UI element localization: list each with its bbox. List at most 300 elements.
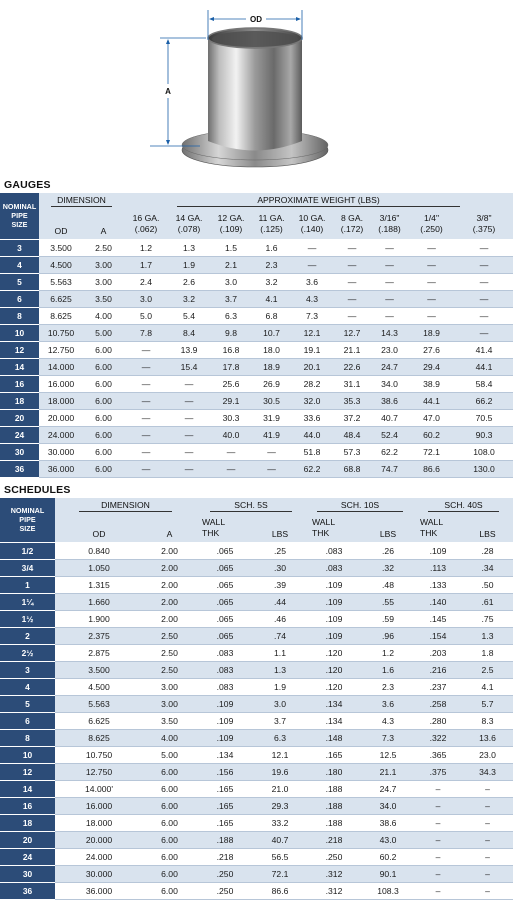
table-row — [0, 392, 513, 409]
table-row — [0, 678, 513, 695]
pipe-size-cell: 2½ — [0, 644, 55, 661]
table-cell: 6.00 — [83, 409, 124, 426]
table-cell: 10.750 — [39, 324, 83, 341]
table-row — [0, 307, 513, 324]
table-cell: 19.6 — [254, 763, 306, 780]
table-cell: 1.8 — [462, 644, 513, 661]
wall-thickness-header — [196, 514, 254, 542]
table-cell: 3.00 — [83, 256, 124, 273]
table-cell: 2.50 — [143, 661, 196, 678]
table-row — [0, 780, 513, 797]
table-cell: .188 — [306, 797, 362, 814]
table-cell: .145 — [414, 610, 462, 627]
table-cell: 29.3 — [254, 797, 306, 814]
schedules-dim-col-header: OD — [55, 514, 143, 542]
table-cell: – — [462, 797, 513, 814]
table-cell: 6.00 — [143, 848, 196, 865]
table-cell: 2.375 — [55, 627, 143, 644]
table-cell: 33.6 — [291, 409, 333, 426]
table-cell: — — [455, 307, 513, 324]
table-cell: 47.0 — [408, 409, 455, 426]
table-cell: 52.4 — [371, 426, 408, 443]
a-label: A — [165, 87, 171, 96]
table-cell: 3.50 — [83, 290, 124, 307]
table-cell: 1.315 — [55, 576, 143, 593]
table-cell: .34 — [462, 559, 513, 576]
table-cell: 21.0 — [254, 780, 306, 797]
table-cell: — — [168, 426, 210, 443]
table-cell: 72.1 — [254, 865, 306, 882]
table-cell: 60.2 — [408, 426, 455, 443]
gauges-gauge-col-header — [408, 209, 455, 239]
table-cell: 5.0 — [124, 307, 168, 324]
gauge-name: 14 GA. — [175, 213, 203, 224]
gauges-gauge-col-header — [291, 209, 333, 239]
table-cell: 74.7 — [371, 460, 408, 477]
table-cell: 2.50 — [83, 239, 124, 256]
table-cell: 25.6 — [210, 375, 252, 392]
table-cell: 29.4 — [408, 358, 455, 375]
table-cell: .109 — [414, 542, 462, 559]
table-cell: 20.1 — [291, 358, 333, 375]
table-cell: .32 — [362, 559, 414, 576]
table-cell: 14.000' — [55, 780, 143, 797]
table-cell: 5.563 — [55, 695, 143, 712]
table-cell: .312 — [306, 882, 362, 899]
nominal-word: NOMINAL — [10, 506, 45, 516]
table-cell: .165 — [196, 797, 254, 814]
gauges-gauge-col-header — [455, 209, 513, 239]
table-cell: .39 — [254, 576, 306, 593]
table-cell: 3.6 — [291, 273, 333, 290]
table-cell: 6.00 — [143, 814, 196, 831]
table-cell: — — [408, 239, 455, 256]
table-row — [0, 375, 513, 392]
table-cell: 1.6 — [362, 661, 414, 678]
table-cell: 2.50 — [143, 644, 196, 661]
table-cell: 44.1 — [408, 392, 455, 409]
dimension-label: DIMENSION — [79, 500, 172, 512]
pipe-size-cell: 20 — [0, 409, 39, 426]
table-cell: 70.5 — [455, 409, 513, 426]
table-cell: 56.5 — [254, 848, 306, 865]
table-cell: .065 — [196, 627, 254, 644]
table-cell: 41.9 — [252, 426, 291, 443]
table-cell: .250 — [196, 865, 254, 882]
table-row — [0, 712, 513, 729]
gauge-thickness: (.172) — [340, 223, 364, 234]
table-cell: 2.00 — [143, 593, 196, 610]
gauge-thickness: (.078) — [177, 223, 201, 234]
table-cell: — — [408, 273, 455, 290]
table-cell: 48.4 — [333, 426, 371, 443]
table-row — [0, 443, 513, 460]
table-row — [0, 593, 513, 610]
table-cell: – — [462, 814, 513, 831]
gauge-thickness: (.375) — [472, 223, 496, 234]
table-cell: .375 — [414, 763, 462, 780]
table-row — [0, 324, 513, 341]
table-row — [0, 460, 513, 477]
table-cell: – — [414, 797, 462, 814]
table-cell: .165 — [196, 814, 254, 831]
table-cell: .180 — [306, 763, 362, 780]
table-row — [0, 763, 513, 780]
table-cell: 37.2 — [333, 409, 371, 426]
gauge-name: 3/8" — [476, 213, 492, 224]
table-cell: 3.7 — [210, 290, 252, 307]
table-cell: — — [124, 341, 168, 358]
weight-label: APPROXIMATE WEIGHT (LBS) — [177, 195, 459, 207]
table-cell: 16.000 — [39, 375, 83, 392]
table-row — [0, 290, 513, 307]
table-cell: 6.8 — [252, 307, 291, 324]
table-cell: 4.00 — [83, 307, 124, 324]
pipe-size-cell: 24 — [0, 848, 55, 865]
table-cell: 4.3 — [291, 290, 333, 307]
table-cell: — — [168, 375, 210, 392]
table-cell: .237 — [414, 678, 462, 695]
table-cell: 18.0 — [252, 341, 291, 358]
table-cell: — — [168, 392, 210, 409]
table-cell: 20.000 — [39, 409, 83, 426]
gauges-title: GAUGES — [4, 179, 51, 191]
table-cell: 6.625 — [39, 290, 83, 307]
table-cell: 6.3 — [210, 307, 252, 324]
table-cell: 4.3 — [362, 712, 414, 729]
table-cell: 34.3 — [462, 763, 513, 780]
table-cell: .96 — [362, 627, 414, 644]
table-cell: 31.1 — [333, 375, 371, 392]
sch10s-header — [306, 498, 414, 514]
table-cell: 10.7 — [252, 324, 291, 341]
table-cell: 28.2 — [291, 375, 333, 392]
table-cell: — — [455, 324, 513, 341]
schedules-dimension-header — [55, 498, 196, 514]
table-cell: 6.00 — [143, 865, 196, 882]
pipe-size-cell: 12 — [0, 341, 39, 358]
pipe-size-cell: 20 — [0, 831, 55, 848]
table-cell: .109 — [196, 695, 254, 712]
table-cell: — — [252, 460, 291, 477]
table-cell: — — [455, 239, 513, 256]
table-cell: 2.00 — [143, 576, 196, 593]
wall-thickness-header — [306, 514, 362, 542]
table-cell: 66.2 — [455, 392, 513, 409]
wall-word: WALL — [420, 517, 444, 528]
table-cell: .44 — [254, 593, 306, 610]
table-cell: 1.2 — [124, 239, 168, 256]
table-cell: — — [252, 443, 291, 460]
lbs-header: LBS — [254, 514, 306, 542]
table-cell: 6.00 — [143, 797, 196, 814]
size-word: SIZE — [11, 220, 28, 230]
table-cell: – — [414, 865, 462, 882]
gauges-dim-col-header: A — [83, 209, 124, 239]
pipe-size-cell: 2 — [0, 627, 55, 644]
table-cell: 90.3 — [455, 426, 513, 443]
table-cell: 2.6 — [168, 273, 210, 290]
gauges-gauge-col-header — [371, 209, 408, 239]
pipe-size-cell: 3 — [0, 661, 55, 678]
table-cell: .280 — [414, 712, 462, 729]
pipe-size-cell: 10 — [0, 324, 39, 341]
gauges-weight-header — [124, 193, 513, 209]
table-cell: 2.3 — [252, 256, 291, 273]
table-cell: .258 — [414, 695, 462, 712]
table-cell: .134 — [196, 746, 254, 763]
table-cell: 19.1 — [291, 341, 333, 358]
pipe-size-cell: 10 — [0, 746, 55, 763]
table-cell: – — [414, 848, 462, 865]
table-cell: 44.0 — [291, 426, 333, 443]
pipe-size-cell: 18 — [0, 392, 39, 409]
table-cell: .250 — [306, 848, 362, 865]
table-cell: 1.3 — [462, 627, 513, 644]
table-row — [0, 239, 513, 256]
table-cell: 1.6 — [252, 239, 291, 256]
table-cell: 12.750 — [39, 341, 83, 358]
table-cell: .065 — [196, 593, 254, 610]
table-cell: 17.8 — [210, 358, 252, 375]
table-cell: .083 — [196, 678, 254, 695]
table-cell: .083 — [306, 542, 362, 559]
table-cell: .165 — [196, 780, 254, 797]
table-cell: – — [462, 831, 513, 848]
stub-end-figure — [0, 0, 513, 174]
table-row — [0, 627, 513, 644]
table-row — [0, 797, 513, 814]
table-cell: 4.500 — [55, 678, 143, 695]
gauge-thickness: (.140) — [300, 223, 324, 234]
table-cell: 12.1 — [254, 746, 306, 763]
pipe-size-cell: 3/4 — [0, 559, 55, 576]
table-cell: .065 — [196, 610, 254, 627]
table-cell: 3.500 — [55, 661, 143, 678]
table-cell: 2.00 — [143, 559, 196, 576]
table-cell: 1.7 — [124, 256, 168, 273]
gauges-gauge-col-header — [333, 209, 371, 239]
pipe-size-cell: 24 — [0, 426, 39, 443]
table-cell: 1.1 — [254, 644, 306, 661]
table-cell: 2.875 — [55, 644, 143, 661]
table-cell: .109 — [196, 729, 254, 746]
table-row — [0, 848, 513, 865]
table-row — [0, 341, 513, 358]
table-cell: 30.000 — [39, 443, 83, 460]
table-cell: 3.0 — [210, 273, 252, 290]
pipe-size-cell: 30 — [0, 865, 55, 882]
schedules-dim-col-header: A — [143, 514, 196, 542]
table-cell: — — [371, 273, 408, 290]
table-row — [0, 831, 513, 848]
gauge-name: 12 GA. — [217, 213, 245, 224]
gauges-nominal-header — [0, 193, 39, 239]
table-cell: 41.4 — [455, 341, 513, 358]
sch40s-header — [414, 498, 513, 514]
table-cell: 24.000 — [39, 426, 83, 443]
table-cell: — — [124, 426, 168, 443]
table-cell: 30.3 — [210, 409, 252, 426]
table-cell: .365 — [414, 746, 462, 763]
table-cell: 24.000 — [55, 848, 143, 865]
thk-word: THK — [420, 527, 438, 538]
schedules-table — [0, 498, 513, 900]
table-cell: 18.9 — [408, 324, 455, 341]
table-cell: .218 — [306, 831, 362, 848]
table-cell: 15.4 — [168, 358, 210, 375]
sch5s-header — [196, 498, 306, 514]
table-cell: 21.1 — [362, 763, 414, 780]
pipe-size-cell: 5 — [0, 695, 55, 712]
table-cell: — — [371, 256, 408, 273]
table-cell: 23.0 — [371, 341, 408, 358]
table-row — [0, 661, 513, 678]
pipe-size-cell: 16 — [0, 797, 55, 814]
table-cell: 5.7 — [462, 695, 513, 712]
table-cell: 12.7 — [333, 324, 371, 341]
nominal-word: NOMINAL — [2, 202, 37, 212]
table-row — [0, 256, 513, 273]
table-cell: 20.000 — [55, 831, 143, 848]
pipe-size-cell: 1/2 — [0, 542, 55, 559]
table-row — [0, 559, 513, 576]
table-cell: 3.00 — [143, 695, 196, 712]
table-cell: 8.625 — [55, 729, 143, 746]
table-cell: .48 — [362, 576, 414, 593]
table-row — [0, 358, 513, 375]
table-cell: 3.2 — [252, 273, 291, 290]
table-cell: 3.0 — [254, 695, 306, 712]
table-cell: .065 — [196, 576, 254, 593]
table-cell: 26.9 — [252, 375, 291, 392]
table-cell: 68.8 — [333, 460, 371, 477]
gauge-thickness: (.188) — [378, 223, 401, 234]
table-row — [0, 814, 513, 831]
gauges-dim-col-header: OD — [39, 209, 83, 239]
table-cell: 27.6 — [408, 341, 455, 358]
gauge-thickness: (.062) — [134, 223, 158, 234]
od-label: OD — [250, 15, 262, 24]
table-cell: 4.1 — [462, 678, 513, 695]
table-cell: – — [462, 848, 513, 865]
table-cell: 108.0 — [455, 443, 513, 460]
table-row — [0, 882, 513, 899]
table-cell: 6.00 — [143, 763, 196, 780]
table-row — [0, 542, 513, 559]
pipe-word: PIPE — [19, 515, 36, 525]
thk-word: THK — [312, 527, 330, 538]
table-cell: .120 — [306, 678, 362, 695]
gauge-thickness: (.125) — [260, 223, 283, 234]
table-cell: .083 — [196, 644, 254, 661]
schedules-nominal-header — [0, 498, 55, 542]
table-row — [0, 695, 513, 712]
table-cell: 6.00 — [83, 443, 124, 460]
pipe-size-cell: 5 — [0, 273, 39, 290]
table-cell: 6.00 — [83, 392, 124, 409]
table-cell: .30 — [254, 559, 306, 576]
table-cell: 108.3 — [362, 882, 414, 899]
table-cell: — — [371, 307, 408, 324]
table-cell: .188 — [306, 780, 362, 797]
table-cell: 31.9 — [252, 409, 291, 426]
gauge-name: 11 GA. — [258, 213, 285, 224]
table-cell: 40.0 — [210, 426, 252, 443]
table-cell: — — [124, 392, 168, 409]
table-cell: .083 — [196, 661, 254, 678]
table-cell: 8.3 — [462, 712, 513, 729]
table-cell: 14.000 — [39, 358, 83, 375]
table-cell: .109 — [306, 627, 362, 644]
table-cell: 6.00 — [83, 460, 124, 477]
table-cell: – — [462, 780, 513, 797]
table-cell: — — [455, 256, 513, 273]
table-cell: – — [414, 831, 462, 848]
table-cell: 8.4 — [168, 324, 210, 341]
table-cell: — — [455, 290, 513, 307]
table-cell: 30.5 — [252, 392, 291, 409]
pipe-size-cell: 12 — [0, 763, 55, 780]
table-cell: 6.00 — [83, 341, 124, 358]
table-cell: 6.00 — [83, 426, 124, 443]
table-cell: 38.6 — [371, 392, 408, 409]
table-cell: .75 — [462, 610, 513, 627]
table-cell: — — [408, 307, 455, 324]
table-cell: — — [124, 409, 168, 426]
table-cell: — — [333, 273, 371, 290]
table-row — [0, 409, 513, 426]
table-cell: — — [371, 290, 408, 307]
table-cell: .218 — [196, 848, 254, 865]
table-cell: 4.1 — [252, 290, 291, 307]
table-cell: — — [333, 239, 371, 256]
table-cell: — — [408, 256, 455, 273]
table-cell: 16.000 — [55, 797, 143, 814]
table-cell: .55 — [362, 593, 414, 610]
table-cell: 40.7 — [254, 831, 306, 848]
table-cell: 6.625 — [55, 712, 143, 729]
table-cell: 35.3 — [333, 392, 371, 409]
table-cell: — — [124, 358, 168, 375]
pipe-size-cell: 36 — [0, 882, 55, 899]
table-cell: .134 — [306, 695, 362, 712]
gauge-name: 1/4" — [424, 213, 440, 224]
table-cell: 3.0 — [124, 290, 168, 307]
table-cell: 24.7 — [362, 780, 414, 797]
table-cell: 2.1 — [210, 256, 252, 273]
table-cell: 2.3 — [362, 678, 414, 695]
table-cell: – — [414, 814, 462, 831]
table-cell: 3.500 — [39, 239, 83, 256]
pipe-size-cell: 8 — [0, 307, 39, 324]
table-cell: 1.3 — [168, 239, 210, 256]
table-cell: 5.00 — [143, 746, 196, 763]
table-row — [0, 610, 513, 627]
table-cell: 130.0 — [455, 460, 513, 477]
pipe-size-cell: 16 — [0, 375, 39, 392]
pipe-size-cell: 36 — [0, 460, 39, 477]
table-cell: .148 — [306, 729, 362, 746]
table-row — [0, 273, 513, 290]
table-cell: 9.8 — [210, 324, 252, 341]
table-cell: — — [371, 239, 408, 256]
table-cell: — — [455, 273, 513, 290]
table-cell: 18.000 — [55, 814, 143, 831]
table-cell: .46 — [254, 610, 306, 627]
table-cell: 16.8 — [210, 341, 252, 358]
table-cell: .109 — [306, 576, 362, 593]
